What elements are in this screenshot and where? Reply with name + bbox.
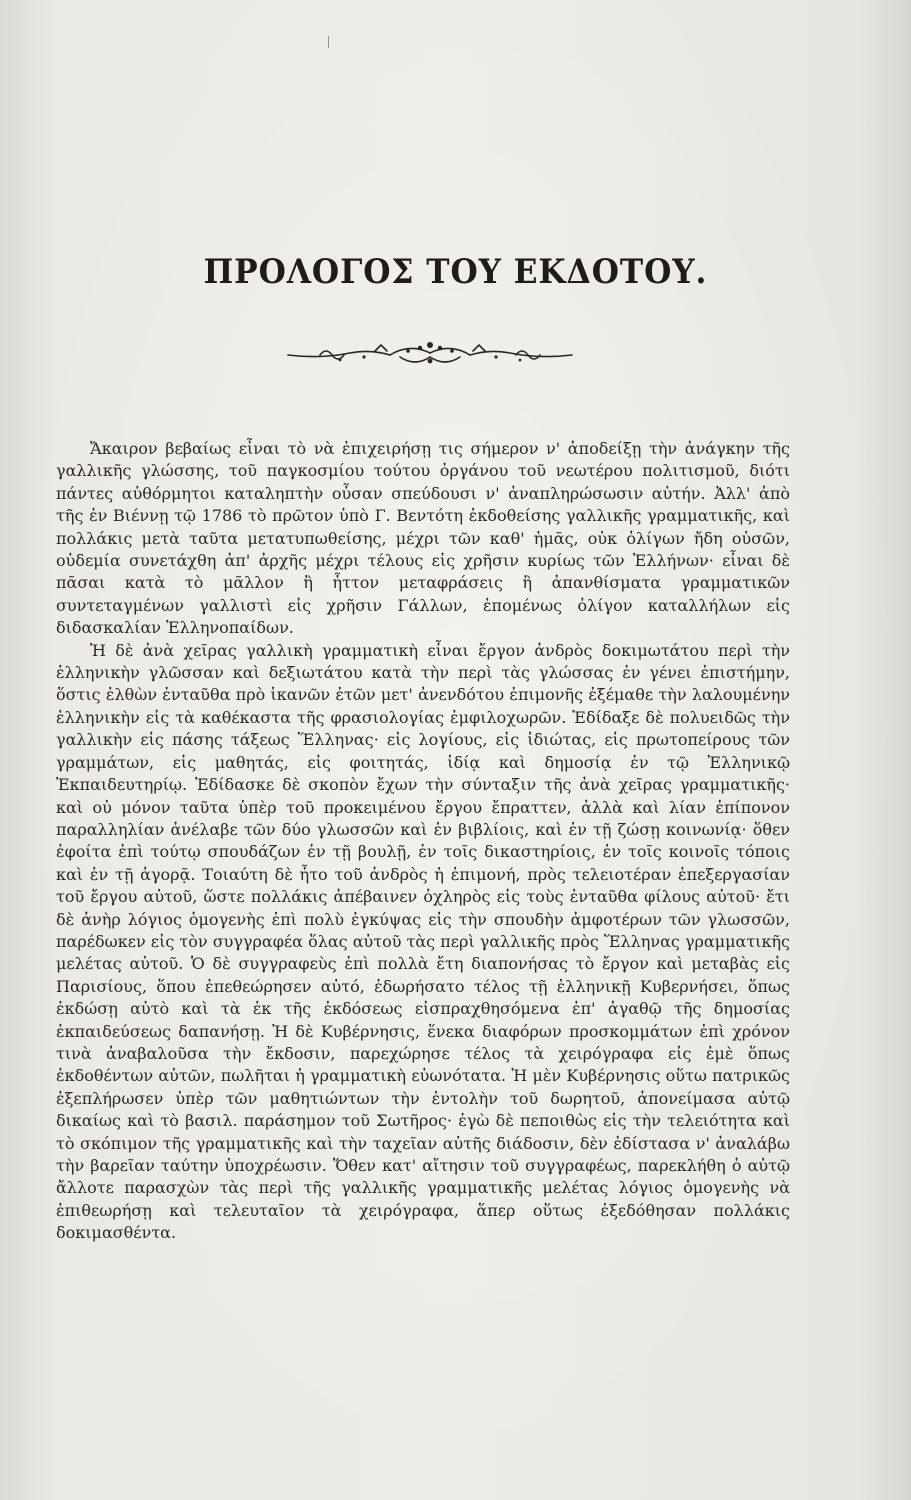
stray-mark [328,36,329,48]
paragraph-2: Ἡ δὲ ἀνὰ χεῖρας γαλλικὴ γραμματικὴ εἶναι ἔργον ἀνδρὸς δοκιμωτάτου περὶ τὴν ἑλληνικὴν γλῶσσαν καὶ δεξιωτάτου κατὰ τὴν περὶ τὰς γλώσσας ἐν γένει ἐπιστήμην, ὅστις ἐλθὼν ἐνταῦθα πρὸ ἱκανῶν ἐτῶν μετ' ἀνενδότου ἐπιμονῆς ἐξέμαθε τὴν λαλουμένην ἑλληνικὴν εἰς τὰ καθέκαστα τῆς φρασιολογίας ἐμφιλοχωρῶν. Ἐδίδαξε δὲ πολυειδῶς τὴν γαλλικὴν εἰς πάσης τάξεως Ἕλληνας· εἰς λογίους, εἰς ἰδιώτας, εἰς πρωτοπείρους τῶν γραμμάτων, εἰς μαθητάς, εἰς φοιτητάς, ἰδίᾳ καὶ δημοσίᾳ ἐν τῷ Ἑλληνικῷ Ἐκπαιδευτηρίῳ. Ἐδίδασκε δὲ σκοπὸν ἔχων τὴν σύνταξιν τῆς ἀνὰ χεῖρας γραμματικῆς· καὶ οὐ μόνον ταῦτα ὑπὲρ τοῦ προκειμένου ἔργου ἔπραττεν, ἀλλὰ καὶ λίαν ἐπίπονον παραλληλίαν ἀνέλαβε τῶν δύο γλωσσῶν καὶ ἐν βιβλίοις, καὶ ἐν τῇ ζώσῃ κοινωνίᾳ· ὅθεν ἐφοίτα ἐπὶ τούτῳ σπουδάζων ἐν τῇ βουλῇ, ἐν τοῖς δικαστηρίοις, ἐν τοῖς κοινοῖς τόποις καὶ ἐν τῇ ἀγορᾷ. Τοιαύτη δὲ ἦτο τοῦ ἀνδρὸς ἡ ἐπιμονή, πρὸς τελειοτέραν ἐπεξεργασίαν τοῦ ἔργου αὐτοῦ, ὥστε πολλάκις ἀπέβαινεν ὀχληρὸς εἰς τοὺς ἐνταῦθα φίλους αὐτοῦ· ἔτι δὲ ἀνὴρ λόγιος ὁμογενὴς ἐπὶ πολὺ ἐγκύψας εἰς τὴν σπουδὴν ἀμφοτέρων τῶν γλωσσῶν, παρέδωκεν εἰς τὸν συγγραφέα ὅλας αὐτοῦ τὰς περὶ γαλλικῆς πρὸς Ἕλληνας γραμματικῆς μελέτας αὐτοῦ. Ὁ δὲ συγγραφεὺς ἐπὶ πολλὰ ἔτη διαπονήσας τὸ ἔργον καὶ μεταβὰς εἰς Παρισίους, ὅπου ἐπεθεώρησεν αὐτό, ἐδωρήσατο τέλος τῇ ἑλληνικῇ Κυβερνήσει, ὅπως ἐκδώσῃ αὐτὸ καὶ τὰ ἐκ τῆς ἐκδόσεως εἰσπραχθησόμενα ἐπ' ἀγαθῷ τῆς δημοσίας ἐκπαιδεύσεως δαπανήσῃ. Ἡ δὲ Κυβέρνησις, ἕνεκα διαφόρων προσκομμάτων ἐπὶ χρόνον τινὰ ἀναβαλοῦσα τὴν ἔκδοσιν, παρεχώρησε τέλος τὰ χειρόγραφα εἰς ἐμὲ ὅπως ἐκδοθέντων αὐτῶν, πωλῆται ἡ γραμματικὴ εὐωνότατα. Ἡ μὲν Κυβέρνησις οὕτω πατρικῶς ἐξεπλήρωσεν ὑπὲρ τῶν μαθητιώντων τὴν ἐντολὴν τοῦ δωρητοῦ, ἀπονείμασα αὐτῷ δικαίως καὶ τὸ βασιλ. παράσημον τοῦ Σωτῆρος· ἐγὼ δὲ πεποιθὼς εἰς τὴν τελειότητα καὶ τὸ σκόπιμον τῆς γραμματικῆς καὶ τὴν ταχεῖαν αὐτῆς διάδοσιν, δὲν ἐδίστασα ν' ἀναλάβω τὴν βαρεῖαν ταύτην ὑποχρέωσιν. Ὅθεν κατ' αἴτησιν τοῦ συγγραφέως, παρεκλήθη ὁ αὐτῷ ἄλλοτε παρασχὼν τὰς περὶ τῆς γαλλικῆς γραμματικῆς μελέτας λόγιος ὁμογενὴς νὰ ἐπιθεωρήσῃ καὶ τελευταῖον τὰ χειρόγραφα, ἅπερ οὕτως ἐξεδόθησαν πολλάκις δοκιμασθέντα. [56,640,790,1243]
body-text [56,438,790,1245]
paragraph-1: Ἄκαιρον βεβαίως εἶναι τὸ νὰ ἐπιχειρήσῃ τις σήμερον ν' ἀποδείξῃ τὴν ἀνάγκην τῆς γαλλικῆς γλώσσης, τοῦ παγκοσμίου τούτου ὀργάνου τοῦ νεωτέρου πολιτισμοῦ, διότι πάντες αὐθόρμητοι καταληπτὴν οὖσαν σπεύδουσι ν' ἀναπληρώσωσιν αὐτήν. Ἀλλ' ἀπὸ τῆς ἐν Βιέννῃ τῷ 1786 τὸ πρῶτον ὑπὸ Γ. Βεντότη ἐκδοθείσης γαλλικῆς γραμματικῆς, καὶ πολλάκις μετὰ ταῦτα μετατυπωθείσης, μέχρι τῶν καθ' ἡμᾶς, οὐκ ὀλίγων ἤδη οὐσῶν, οὐδεμία συνετάχθη ἀπ' ἀρχῆς μέχρι τέλους εἰς χρῆσιν κυρίως τῶν Ἑλλήνων· εἶναι δὲ πᾶσαι κατὰ τὸ μᾶλλον ἢ ἧττον μεταφράσεις ἢ ἀπανθίσματα γραμματικῶν συντεταγμένων γαλλιστὶ εἰς χρῆσιν Γάλλων, ἑπομένως ὀλίγον καταλλήλων εἰς διδασκαλίαν Ἑλληνοπαίδων. [56,439,790,638]
ornament-divider-icon [280,333,580,373]
page-title: ΠΡΟΛΟΓΟΣ ΤΟΥ ΕΚΔΟΤΟΥ. [203,252,708,292]
